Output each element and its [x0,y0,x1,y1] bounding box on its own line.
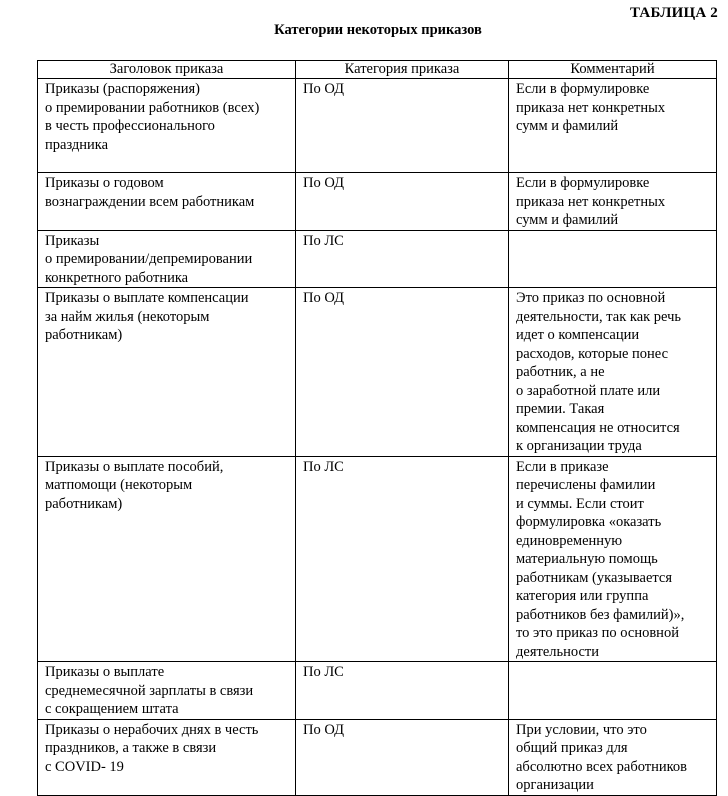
orders-categories-table [37,60,717,796]
order-category-cell [296,288,509,457]
comment-text: Если в формулировке приказа нет конкретных сумм и фамилий [516,81,666,134]
order-category-cell [296,719,509,795]
order-category-cell [296,230,509,288]
order-title-cell [38,230,296,288]
order-title-cell [38,662,296,720]
order-category-text: По ЛС [303,664,344,680]
table-row [38,79,717,173]
comment-text: Если в приказе перечислены фамилии и суммы. Если стоит формулировка «оказать единовременную материальную помощь работникам (указывается категория или группа работников без фамилий)», то это приказ по основной деятельности [516,458,685,660]
comment-cell [509,288,717,457]
comment-cell [509,230,717,288]
order-title-text: Приказы о выплате пособий, матпомощи (некоторым работникам) [45,458,224,512]
order-title-text: Приказы о премировании/депремировании конкретного работника [45,232,253,286]
order-title-text: Приказы о нерабочих днях в честь праздников, а также в связи с COVID‑ 19 [45,721,259,775]
order-title-text: Приказы о выплате среднемесячной зарплаты в связи с сокращением штата [45,664,254,717]
comment-cell [509,662,717,720]
comment-text: При условии, что это общий приказ для абсолютно всех работников организации [516,721,688,793]
comment-cell [509,719,717,795]
comment-text: Это приказ по основной деятельности, так как речь идет о компенсации расходов, которые понес работник, а не о заработной плате или премии. Такая компенсация не относится к организации труда [516,290,682,454]
table-row [38,173,717,231]
table-number-label: ТАБЛИЦА 2 [629,5,718,21]
order-category-cell [296,456,509,662]
order-category-cell [296,79,509,173]
order-title-cell [38,79,296,173]
table-header-row [38,61,717,79]
order-category-cell [296,173,509,231]
order-category-text: По ЛС [303,232,344,249]
comment-cell [509,79,717,173]
header-comment: Комментарий [509,61,717,79]
order-title-cell [38,288,296,457]
comment-cell [509,456,717,662]
table-title: Категории некоторых приказов [274,22,482,38]
order-title-cell [38,456,296,662]
order-title-cell [38,719,296,795]
order-category-text: По ОД [303,290,344,306]
order-category-text: По ОД [303,175,344,191]
table-row [38,719,717,795]
comment-text: Если в формулировке приказа нет конкретных сумм и фамилий [516,175,666,228]
order-title-text: Приказы (распоряжения) о премировании работников (всех) в честь профессионального праздника [45,81,260,153]
header-order-title: Заголовок приказа [38,61,296,79]
table-row [38,288,717,457]
comment-cell [509,173,717,231]
order-category-text: По ОД [303,721,344,738]
table-row [38,662,717,720]
order-category-text: По ОД [303,81,344,97]
order-category-cell [296,662,509,720]
table-row [38,456,717,662]
order-title-text: Приказы о выплате компенсации за найм жилья (некоторым работникам) [45,290,249,343]
order-category-text: По ЛС [303,458,344,475]
order-title-text: Приказы о годовом вознаграждении всем работникам [45,175,255,210]
table-row [38,230,717,288]
header-order-category: Категория приказа [296,61,509,79]
order-title-cell [38,173,296,231]
